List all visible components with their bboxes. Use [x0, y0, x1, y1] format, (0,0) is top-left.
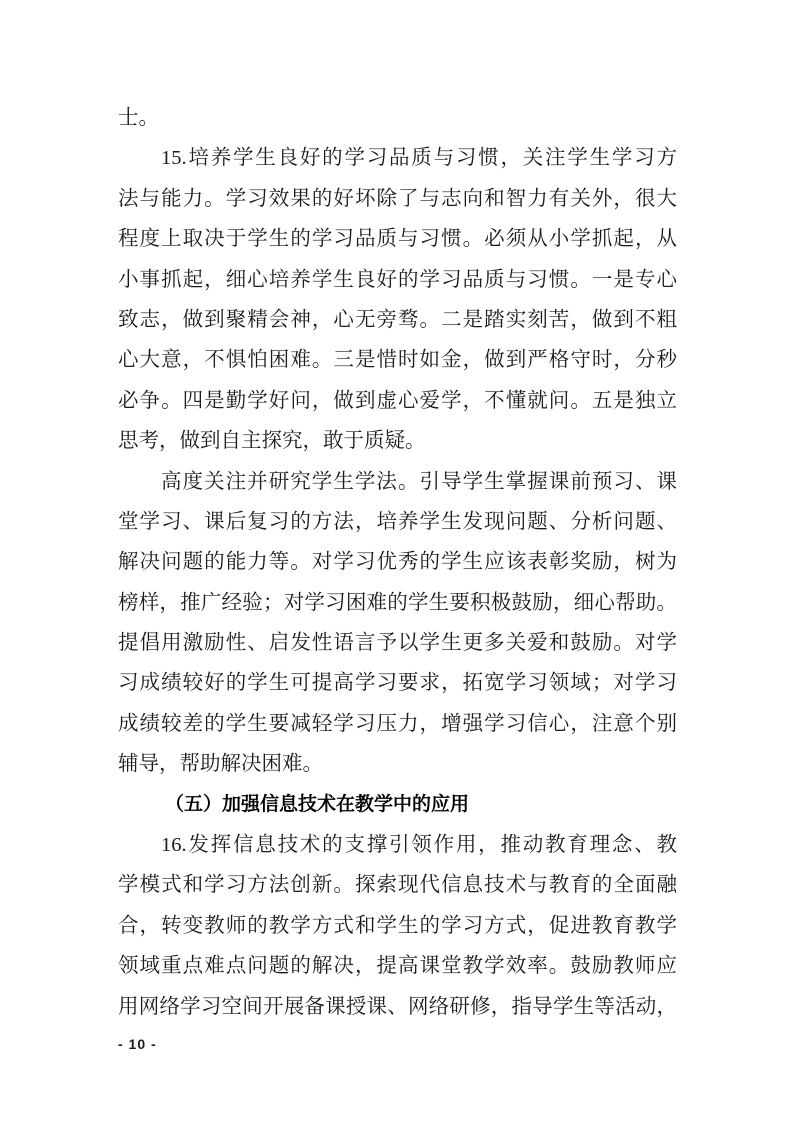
text-line: 思考，做到自主探究，敢于质疑。: [118, 430, 426, 453]
text-line: 心大意，不惧怕困难。三是惜时如金，做到严格守时，分秒: [118, 349, 677, 372]
text-line: 习成绩较好的学生可提高学习要求，拓宽学习领域；对学习: [118, 672, 677, 695]
text-line: 小事抓起，细心培养学生良好的学习品质与习惯。一是专心: [118, 268, 677, 291]
text-line: 辅导，帮助解决困难。: [118, 753, 323, 776]
text-line: 高度关注并研究学生学法。引导学生掌握课前预习、课: [161, 470, 677, 493]
text-line: 程度上取决于学生的学习品质与习惯。必须从小学抓起，从: [118, 228, 677, 251]
text-line: 堂学习、课后复习的方法，培养学生发现问题、分析问题、: [118, 510, 677, 533]
text-line: 合，转变教师的教学方式和学生的学习方式，促进教育教学: [118, 914, 677, 937]
text-line: 必争。四是勤学好问，做到虚心爱学，不懂就问。五是独立: [118, 389, 677, 412]
text-line: 士。: [118, 107, 159, 129]
document-page-body: [118, 98, 677, 1027]
text-line: 16.发挥信息技术的支撑引领作用，推动教育理念、教: [161, 834, 677, 857]
text-line: 致志，做到聚精会神，心无旁骛。二是踏实刻苦，做到不粗: [118, 308, 677, 331]
text-line: 榜样，推广经验；对学习困难的学生要积极鼓励，细心帮助。: [118, 591, 677, 614]
text-line: 解决问题的能力等。对学习优秀的学生应该表彰奖励，树为: [118, 551, 677, 574]
text-line: 学模式和学习方法创新。探索现代信息技术与教育的全面融: [118, 874, 677, 897]
text-line: 用网络学习空间开展备课授课、网络研修，指导学生等活动，: [118, 995, 677, 1018]
text-line: 领域重点难点问题的解决，提高课堂教学效率。鼓励教师应: [118, 955, 677, 978]
text-line: 成绩较差的学生要减轻学习压力，增强学习信心，注意个别: [118, 712, 677, 735]
text-line: 提倡用激励性、启发性语言予以学生更多关爱和鼓励。对学: [118, 632, 677, 655]
text-line: 法与能力。学习效果的好坏除了与志向和智力有关外，很大: [118, 187, 677, 210]
section-heading: （五）加强信息技术在教学中的应用: [165, 793, 470, 815]
text-line: 15.培养学生良好的学习品质与习惯，关注学生学习方: [161, 147, 677, 170]
page-number: - 10 -: [118, 1036, 157, 1052]
